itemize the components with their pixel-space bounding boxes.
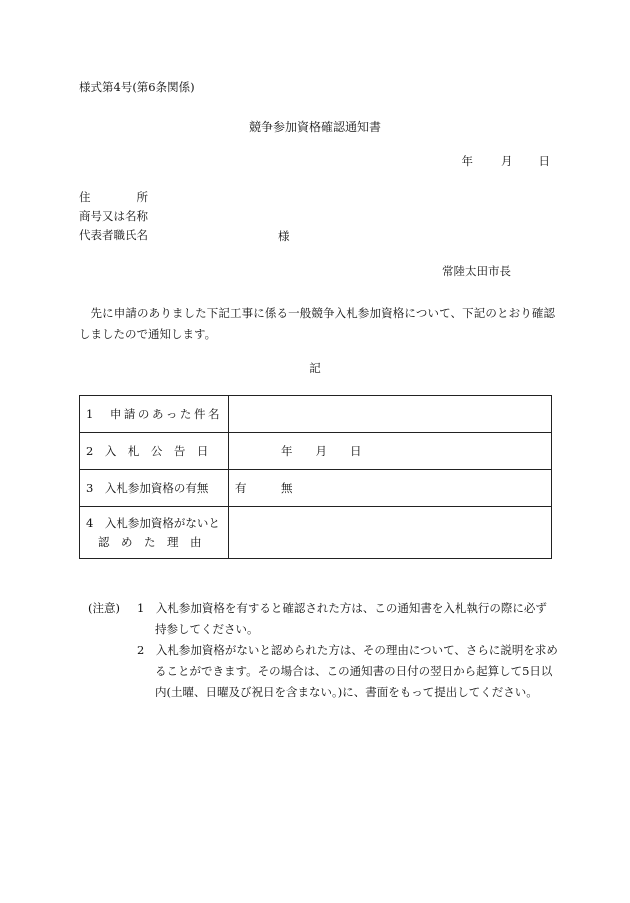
row1-label (80, 396, 229, 433)
address-label: 住 所 (79, 190, 148, 204)
form-number: 様式第4号(第6条関係) (79, 80, 195, 94)
row3-label-text: 3 入札参加資格の有無 (86, 481, 209, 495)
row4-value (229, 507, 552, 559)
ki-heading: 記 (309, 361, 321, 375)
row4-label-line2: 認 め た 理 由 (98, 534, 202, 549)
document-title: 競争参加資格確認通知書 (248, 120, 381, 134)
date-month: 月 (501, 154, 513, 168)
row2-value-text: 年 月 日 (281, 444, 362, 458)
row4-label (80, 507, 229, 559)
row2-value (229, 433, 552, 470)
row2-label (80, 433, 229, 470)
issuer: 常陸太田市長 (442, 264, 511, 278)
table-row (80, 396, 552, 433)
note-1 (88, 598, 558, 640)
row4-label-line1: 4 入札参加資格がないと (86, 515, 220, 530)
row2-label-text: 2 入 札 公 告 日 (86, 444, 209, 458)
date-day: 日 (538, 154, 550, 168)
notes (88, 598, 558, 703)
table-row (80, 470, 552, 507)
row3-value-text: 有 無 (235, 481, 293, 495)
note-2 (88, 640, 558, 703)
honorific: 様 (278, 229, 290, 243)
representative-label: 代表者職氏名 (79, 228, 148, 242)
row3-value (229, 470, 552, 507)
row3-label (80, 470, 229, 507)
details-table (79, 395, 552, 559)
table-row (80, 433, 552, 470)
company-name-label: 商号又は名称 (79, 209, 148, 223)
date-year: 年 (461, 154, 473, 168)
notes-heading: (注意) (88, 601, 120, 615)
note-2-text: 2 入札参加資格がないと認められた方は、その理由について、さらに説明を求めることができます。その場合は、この通知書の日付の翌日から起算して5日以内(土曜、日曜及び祝日を含まない。)に、書面をもって提出してください。 (137, 643, 558, 699)
date-line (440, 156, 550, 168)
body-text: 先に申請のありました下記工事に係る一般競争入札参加資格について、下記のとおり確認しましたので通知します。 (79, 306, 555, 341)
note-1-text: 1 入札参加資格を有すると確認された方は、この通知書を入札執行の際に必ず持参してください。 (137, 601, 547, 636)
row1-value (229, 396, 552, 433)
row1-label-text: 1 申請のあった件名 (86, 407, 223, 421)
table-row (80, 507, 552, 559)
